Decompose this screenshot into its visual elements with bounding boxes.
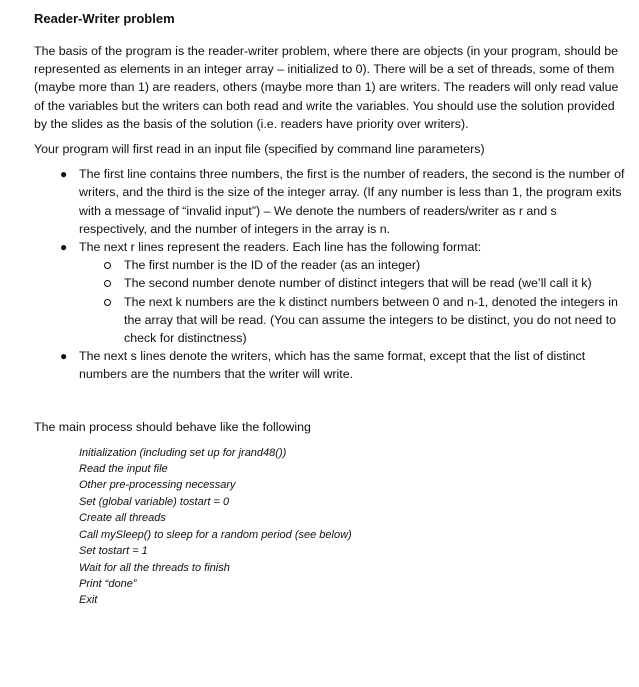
bullet-icon: ● [60,167,68,182]
document-title: Reader-Writer problem [34,11,175,26]
sublist-item-text: The second number denote number of distinct integers that will be read (we’ll call it k) [124,276,592,291]
circle-bullet-icon [104,280,111,287]
circle-bullet-icon [104,262,111,269]
list-item [34,347,625,383]
input-format-list [34,165,625,383]
list-item-text: The first line contains three numbers, the first is the number of readers, the second is the number of writers, and the third is the size of the integer array. (If any number is less than 1, the program exits with a message of “invalid input”) – We denote the numbers of readers/writer as r and s respectively, and the number of integers in the array is n. [79,167,625,236]
step-item: Set tostart = 1 [79,545,148,558]
list-item [34,238,625,347]
step-item: Wait for all the threads to finish [79,561,230,574]
step-item: Create all threads [79,512,166,525]
list-item-text: The next s lines denote the writers, which has the same format, except that the list of distinct numbers are the numbers that the writer will write. [79,349,586,382]
step-item: Call mySleep() to sleep for a random period (see below) [79,528,352,541]
list-item [34,165,625,238]
step-item: Initialization (including set up for jrand48()) [79,446,287,459]
bullet-icon: ● [60,240,68,255]
sublist-item-text: The next k numbers are the k distinct numbers between 0 and n-1, denoted the integers in the array that will be read. (You can assume the integers to be distinct, you do not need to check for distinctness) [124,294,618,346]
step-item: Other pre-processing necessary [79,479,236,492]
bullet-icon: ● [60,349,68,364]
main-process-steps [79,445,625,609]
intro-paragraph: The basis of the program is the reader-writer problem, where there are objects (in your program, should be represented as elements in an integer array – initialized to 0). There will be a set of threads, some of them (maybe more than 1) are readers, others (maybe more than 1) are writers. The readers will only read value of the variables but the writers can both read and write the variables. You should use the solution provided by the slides as the basis of the solution (i.e. readers have priority over writers). [34,44,619,131]
step-item: Print “done” [79,577,137,590]
step-item: Read the input file [79,463,168,476]
circle-bullet-icon [104,299,111,306]
main-process-heading: The main process should behave like the following [34,419,311,434]
step-item: Set (global variable) tostart = 0 [79,495,230,508]
sublist-item [79,274,625,292]
step-item: Exit [79,594,98,607]
list-item-text: The next r lines represent the readers. Each line has the following format: [79,240,482,255]
reader-format-sublist [79,256,625,347]
input-intro-paragraph: Your program will first read in an input file (specified by command line parameters) [34,142,485,157]
sublist-item [79,293,625,348]
sublist-item-text: The first number is the ID of the reader (as an integer) [124,258,421,273]
sublist-item [79,256,625,274]
